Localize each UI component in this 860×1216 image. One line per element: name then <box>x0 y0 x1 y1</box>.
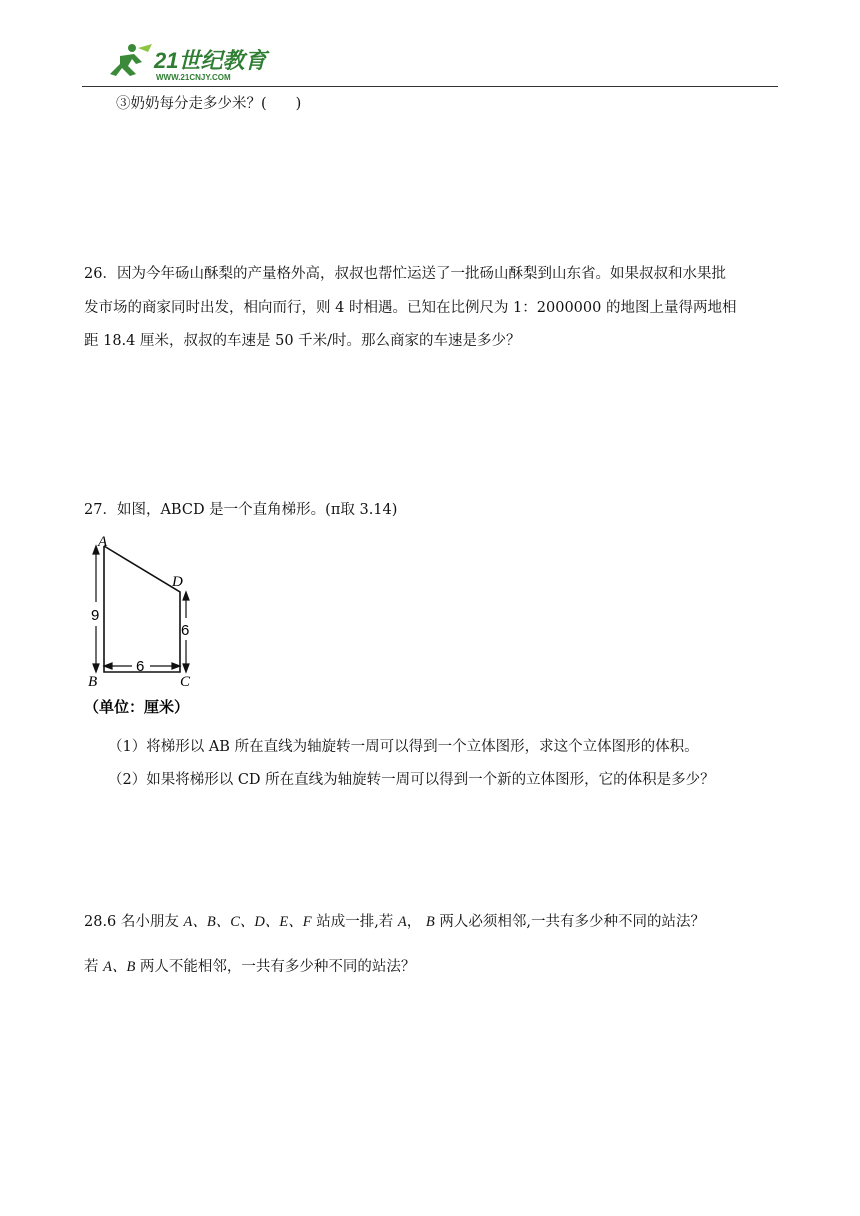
q28-line1-b: 站成一排,若 <box>311 914 398 930</box>
unit-caption: （单位：厘米） <box>84 698 190 716</box>
runner-icon <box>110 44 152 76</box>
q26-line2: 发市场的商家同时出发，相向而行，则 4 时相遇。已知在比例尺为 1：2000000 的地图上量得两地相 <box>84 300 737 316</box>
label-c: C <box>180 674 191 690</box>
length-ab: 9 <box>91 607 100 624</box>
label-d: D <box>172 574 183 590</box>
q28-line2-vars: A、B <box>103 959 136 975</box>
q25-item3 <box>116 94 301 114</box>
q28-line1-a: 28.6 名小朋友 <box>84 914 184 930</box>
q28-line2-b: 两人不能相邻，一共有多少种不同的站法？ <box>135 959 416 975</box>
q28-line2 <box>84 957 415 977</box>
trapezoid-figure <box>84 534 234 724</box>
q28-line1-d: 两人必须相邻,一共有多少种不同的站法？ <box>434 914 705 930</box>
page-header <box>82 38 778 87</box>
q26-line1: 26．因为今年砀山酥梨的产量格外高，叔叔也帮忙运送了一批砀山酥梨到山东省。如果叔叔和水果批 <box>84 266 726 282</box>
q25-item3-text: 奶奶每分走多少米？( ) <box>130 96 302 112</box>
q27-stem: 27．如图，ABCD 是一个直角梯形。(π取 3.14) <box>84 502 398 518</box>
q26-line3: 距 18.4 厘米，叔叔的车速是 50 千米/时。那么商家的车速是多少？ <box>84 333 521 349</box>
q28-line1-vars: A、B、C、D、E、F <box>183 914 312 930</box>
q27-part2: （2）如果将梯形以 CD 所在直线为轴旋转一周可以得到一个新的立体图形，它的体积是多少？ <box>108 772 715 788</box>
label-a: A <box>98 534 108 550</box>
q28-line1 <box>84 912 705 932</box>
logo <box>102 38 282 84</box>
q28-line1-c: ， <box>406 914 426 930</box>
trapezoid-shape <box>104 546 180 672</box>
logo-url-text: WWW.21CNJY.COM <box>156 73 231 82</box>
length-bc: 6 <box>136 658 145 675</box>
label-b: B <box>88 674 98 690</box>
logo-text: 21世纪教育 <box>154 48 267 73</box>
q28-line1-var-a: A <box>397 914 407 930</box>
circled-number-3: ③ <box>116 96 131 112</box>
q28-line1-var-b: B <box>425 914 435 930</box>
length-cd: 6 <box>181 622 190 639</box>
q27-part1: （1）将梯形以 AB 所在直线为轴旋转一周可以得到一个立体图形，求这个立体图形的体积。 <box>108 739 699 755</box>
q28-line2-a: 若 <box>84 959 104 975</box>
